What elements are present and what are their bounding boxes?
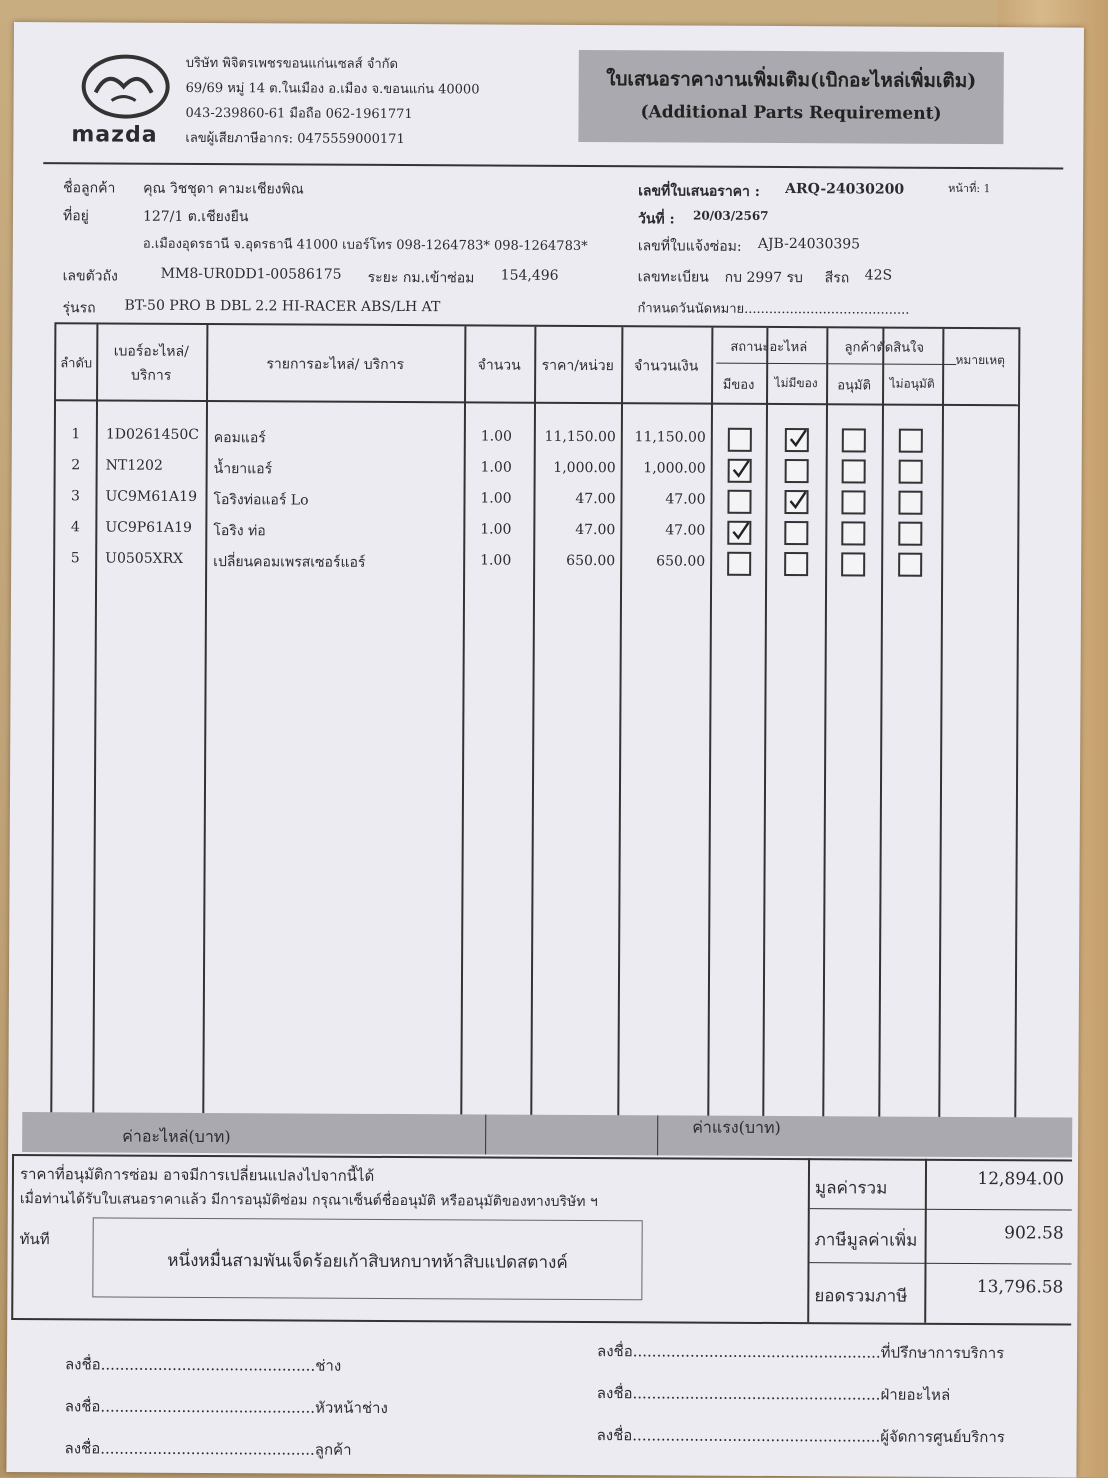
item-amount: 1,000.00 [643, 460, 706, 477]
part-number: U0505XRX [105, 550, 184, 567]
chassis-label: เลขตัวถัง [62, 268, 118, 285]
out-of-stock-checkbox[interactable] [784, 490, 808, 514]
page-number: หน้าที่: 1 [948, 181, 991, 196]
document-title-box [578, 50, 1003, 144]
in-stock-checkbox[interactable] [728, 428, 752, 452]
approved-checkbox[interactable] [841, 490, 865, 514]
item-unit-price: 47.00 [575, 521, 616, 539]
header-in-stock: มีของ [722, 377, 755, 393]
item-description: โอริงท่อแอร์ Lo [213, 492, 309, 509]
approved-checkbox[interactable] [842, 428, 866, 452]
item-unit-price: 47.00 [575, 490, 616, 508]
company-phone: 043-239860-61 มือถือ 062-1961771 [185, 105, 413, 123]
approved-checkbox[interactable] [841, 521, 865, 545]
remark-line-2: เมื่อท่านได้รับใบเสนอราคาแล้ว มีการอนุมัติซ่อม กรุณาเซ็นต์ชื่ออนุมัติ หรืออนุมัติของทางบริษัท ฯ [19, 1191, 598, 1211]
customer-address-label: ที่อยู่ [62, 208, 89, 225]
row-number: 2 [71, 457, 81, 474]
item-amount: 47.00 [665, 491, 706, 508]
customer-name: คุณ วิชชุดา คามะเชียงพิณ [143, 180, 304, 198]
item-description: คอมแอร์ [213, 430, 266, 447]
row-number: 5 [70, 550, 80, 567]
header-part-no-2: บริการ [130, 367, 172, 384]
company-tax-id: เลขผู้เสียภาษีอากร: 0475559000171 [185, 130, 405, 148]
signature-head-technician: ลงชื่อ.............................................หัวหน้าช่าง [64, 1397, 388, 1417]
brand-wordmark: mazda [71, 122, 158, 148]
column-divider [878, 329, 884, 1119]
totals-row-rule [810, 1208, 1072, 1210]
remark-line-1: ราคาที่อนุมัติการซ่อม อาจมีการเปลี่ยนแปลงไปจากนี้ได้ [19, 1165, 375, 1185]
header-not-approved: ไม่อนุมัติ [889, 376, 935, 391]
header-remark: หมายเหตุ [955, 352, 1005, 368]
row-number: 3 [71, 488, 81, 505]
car-model: BT-50 PRO B DBL 2.2 HI-RACER ABS/LH AT [124, 297, 441, 316]
item-unit-price: 650.00 [566, 552, 616, 570]
approved-checkbox[interactable] [841, 552, 865, 576]
customer-address-line2: อ.เมืองอุดรธานี จ.อุดรธานี 41000 เบอร์โทร 098-1264783* 098-1264783* [142, 236, 588, 255]
chassis-number: MM8-UR0DD1-00586175 [160, 265, 342, 283]
labor-cost-label: ค่าแรง(บาท) [692, 1117, 781, 1138]
plate-label: เลขทะเบียน [637, 269, 709, 286]
part-number: UC9P61A19 [105, 519, 192, 536]
grand-total-value: 13,796.58 [976, 1277, 1064, 1298]
in-stock-checkbox[interactable] [728, 459, 752, 483]
remarks-left-rule [11, 1154, 14, 1319]
column-divider [822, 328, 828, 1118]
company-name: บริษัท พิจิตรเพชรขอนแก่นเซลส์ จำกัด [185, 55, 399, 73]
item-quantity: 1.00 [480, 459, 512, 476]
subtotal-label: มูลค่ารวม [814, 1178, 888, 1199]
header-approved: อนุมัติ [837, 378, 872, 394]
column-divider [707, 328, 713, 1118]
date-label: วันที่ : [637, 211, 675, 228]
item-unit-price: 1,000.00 [553, 459, 616, 477]
item-quantity: 1.00 [480, 490, 512, 507]
not-approved-checkbox[interactable] [898, 553, 922, 577]
not-approved-checkbox[interactable] [899, 460, 923, 484]
signature-technician: ลงชื่อ.............................................ช่าง [64, 1355, 342, 1375]
item-quantity: 1.00 [480, 552, 512, 569]
totals-row-rule [810, 1262, 1072, 1264]
not-approved-checkbox[interactable] [898, 491, 922, 515]
date-value: 20/03/2567 [692, 208, 769, 223]
plate-number: กบ 2997 รบ [724, 269, 804, 287]
customer-name-label: ชื่อลูกค้า [63, 180, 116, 197]
out-of-stock-checkbox[interactable] [784, 521, 808, 545]
customer-address-line1: 127/1 ต.เชียงยืน [142, 208, 249, 226]
header-stock-status: สถานะอะไหล่ [730, 339, 808, 356]
company-address: 69/69 หมู่ 14 ต.ในเมือง อ.เมือง จ.ขอนแก่น 40000 [185, 80, 480, 98]
out-of-stock-checkbox[interactable] [784, 552, 808, 576]
signature-customer: ลงชื่อ.............................................ลูกค้า [64, 1439, 352, 1459]
out-of-stock-checkbox[interactable] [785, 428, 809, 452]
column-divider [92, 324, 98, 1114]
quote-number: ARQ-24030200 [785, 181, 905, 198]
model-label: รุ่นรถ [62, 300, 96, 317]
out-of-stock-checkbox[interactable] [785, 459, 809, 483]
summary-divider [657, 1115, 658, 1155]
color-code: 42S [864, 267, 893, 284]
total-in-words-box [92, 1217, 642, 1300]
table-header-bottom-rule [56, 399, 1018, 406]
mazda-emblem-icon [81, 54, 169, 118]
item-description: น้ำยาแอร์ [213, 461, 273, 478]
item-quantity: 1.00 [480, 428, 512, 445]
quote-number-label: เลขที่ใบเสนอราคา : [638, 183, 761, 200]
cost-summary-bar [22, 1112, 1072, 1157]
item-amount: 11,150.00 [634, 429, 706, 446]
part-number: UC9M61A19 [105, 488, 198, 505]
document-title-thai: ใบเสนอราคางานเพิ่มเติม(เบิกอะไหล่เพิ่มเติม) [606, 68, 977, 93]
repair-number: AJB-24030395 [757, 235, 861, 253]
column-divider [938, 329, 944, 1119]
items-table [50, 322, 1020, 1121]
item-amount: 47.00 [665, 522, 706, 539]
in-stock-checkbox[interactable] [727, 490, 751, 514]
header-no: ลำดับ [60, 356, 93, 372]
column-divider [762, 328, 768, 1118]
column-divider [617, 327, 623, 1117]
repair-number-label: เลขที่ใบแจ้งซ่อม: [637, 238, 742, 255]
mileage-label: ระยะ กม.เข้าซ่อม [367, 269, 475, 287]
part-number: 1D0261450C [105, 426, 200, 443]
total-in-words: หนึ่งหมื่นสามพันเจ็ดร้อยเก้าสิบหกบาทห้าสิบแปดสตางค์ [167, 1250, 568, 1273]
item-description: โอริง ท่อ [213, 523, 266, 540]
color-label: สีรถ [824, 270, 850, 287]
mazda-logo [71, 54, 171, 148]
header-part-no-1: เบอร์อะไหล่/ [113, 343, 189, 360]
vat-label: ภาษีมูลค่าเพิ่ม [814, 1230, 918, 1251]
item-unit-price: 11,150.00 [544, 428, 616, 446]
row-number: 1 [71, 426, 81, 443]
mileage-value: 154,496 [500, 267, 559, 284]
header-customer-decision: ลูกค้าตัดสินใจ [844, 340, 925, 356]
in-stock-checkbox[interactable] [727, 521, 751, 545]
part-number: NT1202 [105, 457, 163, 474]
item-description: เปลี่ยนคอมเพรสเซอร์แอร์ [213, 554, 366, 571]
document-title-english: (Additional Parts Requirement) [640, 102, 942, 124]
not-approved-checkbox[interactable] [898, 522, 922, 546]
vat-value: 902.58 [1004, 1223, 1064, 1244]
header-divider [43, 162, 1063, 169]
signature-service-advisor: ลงชื่อ....................................................ที่ปรึกษาการบริการ [597, 1342, 1005, 1363]
appointment-date: กำหนดวันนัดหมาย........................................ [637, 301, 910, 318]
header-unit-price: ราคา/หน่วย [541, 357, 614, 375]
column-divider [202, 325, 208, 1115]
item-amount: 650.00 [656, 553, 706, 570]
item-quantity: 1.00 [480, 521, 512, 538]
approved-checkbox[interactable] [842, 459, 866, 483]
signature-service-manager: ลงชื่อ....................................................ผู้จัดการศูนย์บริการ [596, 1426, 1005, 1447]
not-approved-checkbox[interactable] [899, 429, 923, 453]
header-out-of-stock: ไม่มีของ [774, 375, 818, 391]
totals-divider [924, 1159, 927, 1323]
signature-parts-dept: ลงชื่อ....................................................ฝ่ายอะไหล่ [596, 1384, 951, 1404]
header-description: รายการอะไหล่/ บริการ [266, 356, 405, 374]
subtotal-value: 12,894.00 [977, 1169, 1065, 1190]
totals-box [807, 1158, 1072, 1323]
summary-divider [485, 1114, 486, 1154]
header-amount: จำนวนเงิน [634, 358, 699, 375]
remark-line-3: ทันที [19, 1230, 50, 1249]
row-number: 4 [70, 519, 80, 536]
header-quantity: จำนวน [477, 357, 521, 374]
in-stock-checkbox[interactable] [727, 552, 751, 576]
parts-cost-label: ค่าอะไหล่(บาท) [122, 1126, 231, 1147]
subheader-rule [716, 363, 956, 365]
quotation-document [6, 22, 1084, 1478]
column-divider [530, 327, 536, 1117]
column-divider [460, 326, 466, 1116]
grand-total-label: ยอดรวมภาษี [814, 1286, 908, 1307]
